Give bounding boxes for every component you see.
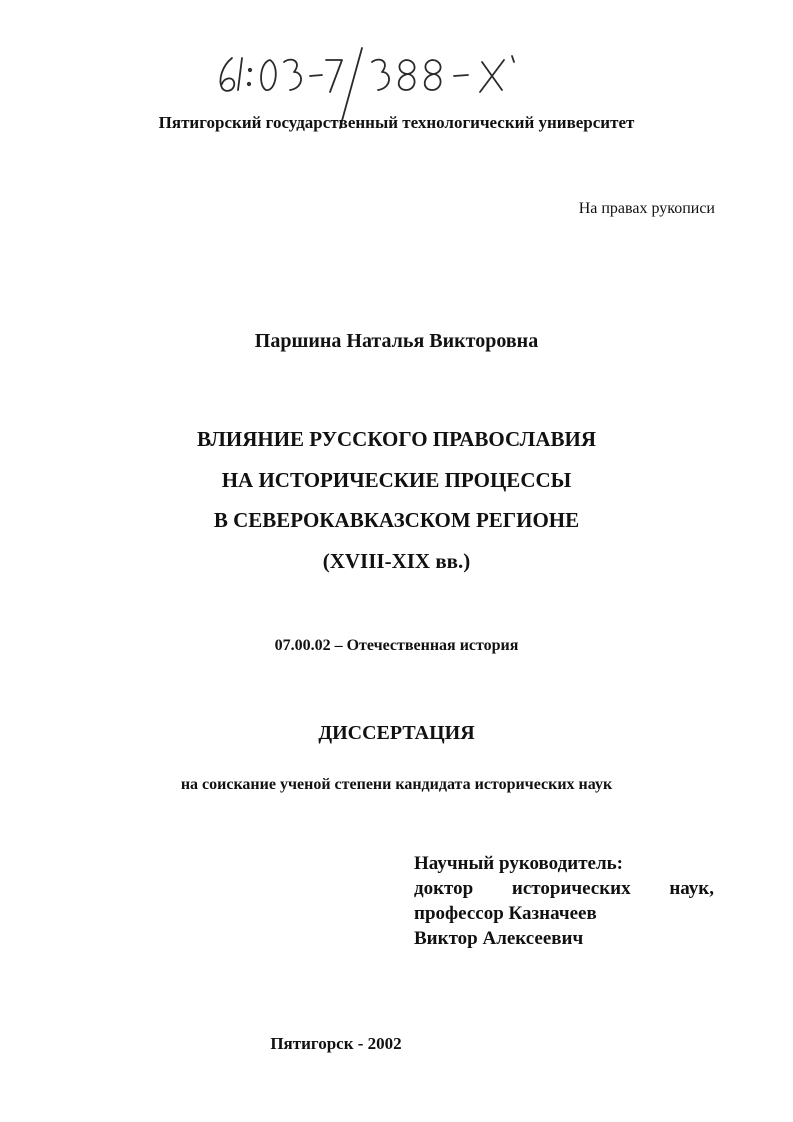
manuscript-rights-note: На правах рукописи bbox=[578, 200, 715, 217]
scientific-advisor bbox=[414, 851, 714, 951]
title-line: (XVIII-XIX вв.) bbox=[322, 548, 471, 573]
specialty-code: 07.00.02 – Отечественная история bbox=[274, 637, 519, 654]
city-and-year: Пятигорск - 2002 bbox=[270, 1034, 402, 1053]
title-line: В СЕВЕРОКАВКАЗСКОМ РЕГИОНЕ bbox=[213, 508, 580, 532]
advisor-heading: Научный руководитель: bbox=[414, 853, 623, 874]
advisor-given-names: Виктор Алексеевич bbox=[414, 928, 584, 949]
title-line: ВЛИЯНИЕ РУССКОГО ПРАВОСЛАВИЯ bbox=[197, 427, 596, 451]
author-name: Паршина Наталья Викторовна bbox=[254, 330, 539, 352]
document-type: ДИССЕРТАЦИЯ bbox=[318, 722, 475, 744]
title-line: НА ИСТОРИЧЕСКИЕ ПРОЦЕССЫ bbox=[221, 467, 572, 492]
advisor-degree: доктор исторических наук, bbox=[414, 878, 714, 899]
university-name: Пятигорский государственный технологический университет bbox=[158, 113, 635, 132]
degree-statement: на соискание ученой степени кандидата исторических наук bbox=[180, 776, 613, 793]
dissertation-title bbox=[0, 419, 793, 581]
advisor-title-surname: профессор Казначеев bbox=[414, 903, 597, 924]
